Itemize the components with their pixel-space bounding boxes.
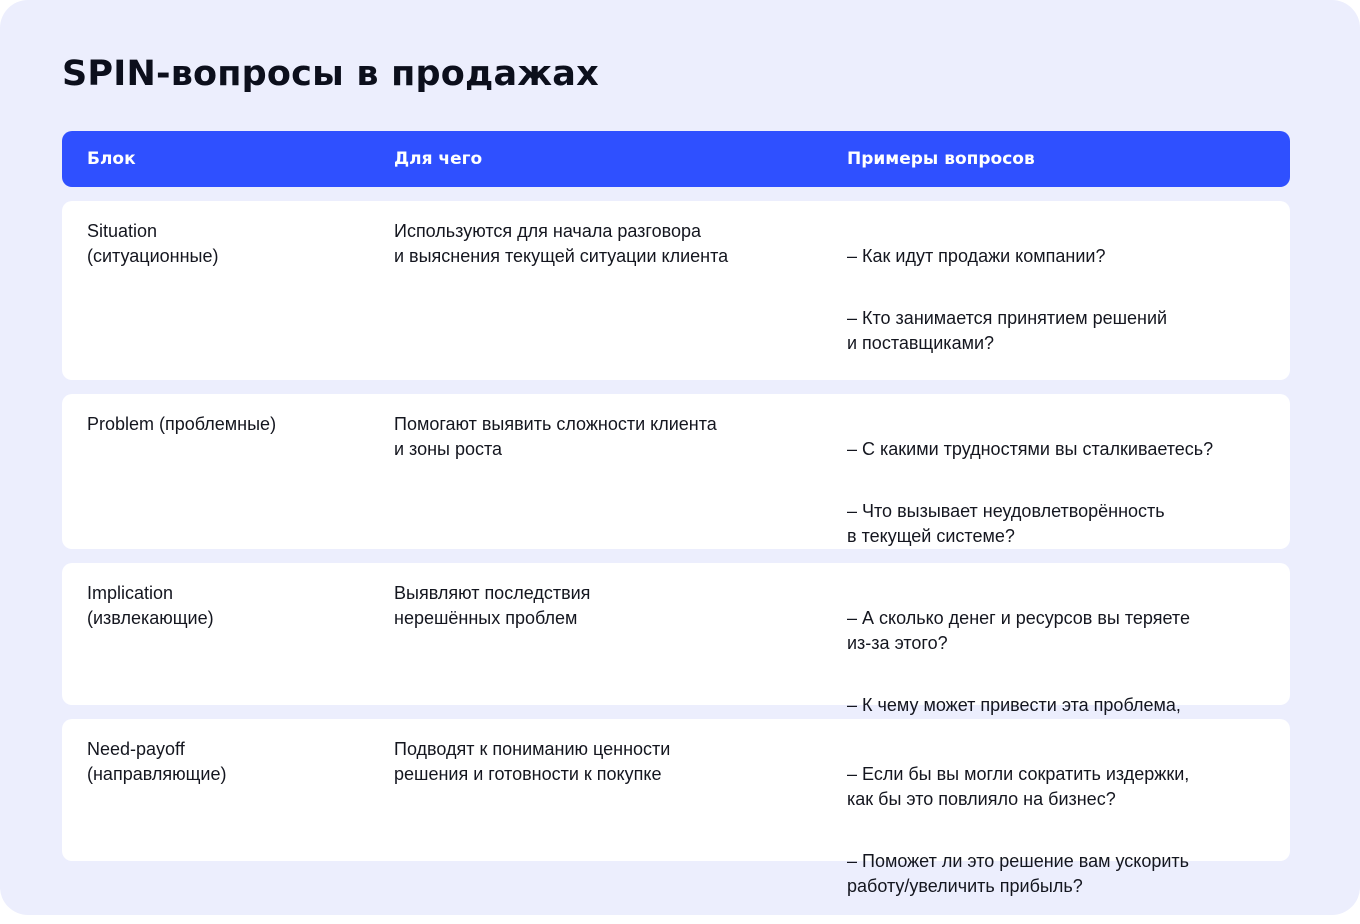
purpose-cell: Подводят к пониманию ценности решения и готовности к покупке: [394, 739, 671, 784]
question-item: – А сколько денег и ресурсов вы теряете из-за этого?: [847, 608, 1190, 653]
table-row-implication: [62, 563, 1290, 715]
purpose-cell: Используются для начала разговора и выяснения текущей ситуации клиента: [394, 221, 729, 266]
header-block: Блок: [87, 149, 136, 169]
header-examples: Примеры вопросов: [847, 149, 1035, 169]
question-item: – К чему может привести эта проблема,: [847, 695, 1181, 715]
question-item: – Поможет ли это решение вам ускорить работу/увеличить прибыль?: [847, 851, 1190, 896]
table-row-need-payoff: [62, 719, 1290, 896]
block-cell: Need-payoff (направляющие): [87, 739, 227, 784]
question-item: – Что вызывает неудовлетворённость в текущей системе?: [847, 501, 1165, 546]
question-item: – Если бы вы могли сократить издержки, как бы это повлияло на бизнес?: [847, 764, 1190, 809]
question-item: – Как идут продажи компании?: [847, 246, 1106, 266]
question-item: – С какими трудностями вы сталкиваетесь?: [847, 439, 1214, 459]
table-row-situation: [62, 201, 1290, 380]
page-title: SPIN-вопросы в продажах: [62, 54, 599, 94]
table-header: [62, 131, 1290, 187]
purpose-cell: Выявляют последствия нерешённых проблем: [394, 583, 591, 628]
purpose-cell: Помогают выявить сложности клиента и зоны роста: [394, 414, 717, 459]
header-purpose: Для чего: [394, 149, 483, 169]
block-cell: Problem (проблемные): [87, 414, 277, 434]
block-cell: Situation (ситуационные): [87, 221, 219, 266]
question-item: – Кто занимается принятием решений и поставщиками?: [847, 308, 1168, 353]
block-cell: Implication (извлекающие): [87, 583, 214, 628]
table-row-problem: [62, 394, 1290, 549]
questions-cell: [847, 737, 1189, 924]
